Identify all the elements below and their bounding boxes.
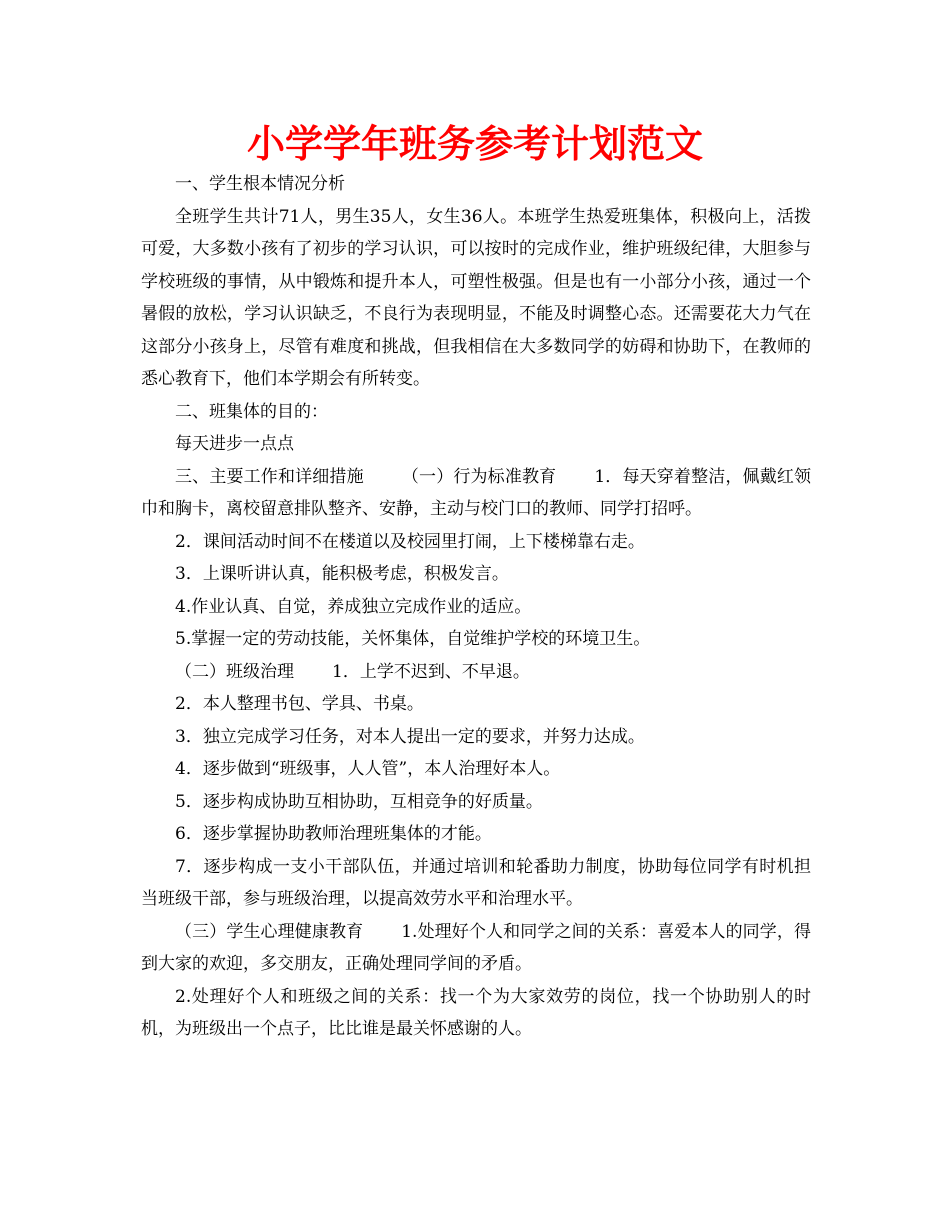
list-item: 3．独立完成学习任务，对本人提出一定的要求，并努力达成。 — [175, 726, 645, 747]
paragraph-situation: 全班学生共计71人，男生35人，女生36人。本班学生热爱班集体，积极向上，活拨可爱，大多数小孩有了初步的学习认识，可以按时的完成作业，维护班级纪律，大胆参与学校班级的事情，从中锻炼和提升本人，可塑性极强。但是也有一小部分小孩，通过一个暑假的放松，学习认识缺乏，不良行为表现明显，不能及时调整心态。还需要花大力气在这部分小孩身上，尽管有难度和挑战，但我相信在大多数同学的妨碍和协助下，在教师的悉心教育下，他们本学期会有所转变。 — [141, 206, 811, 389]
list-item: 3．上课听讲认真，能积极考虑，积极发言。 — [175, 564, 509, 584]
list-item: 1．每天穿着整洁，佩戴红领巾和胸卡，离校留意排队整齐、安静，主动与校门口的教师、同学打招呼。 — [141, 466, 812, 519]
list-item: 6．逐步掌握协助教师治理班集体的才能。 — [175, 824, 492, 844]
paragraph-goal: 每天进步一点点 — [175, 434, 294, 454]
paragraph-section-3 — [141, 461, 811, 526]
document-body — [141, 168, 811, 1046]
paragraph-subsection-3 — [141, 916, 811, 981]
subsection-heading-2: （二）班级治理 — [175, 661, 294, 682]
section-heading-2: 二、班集体的目的： — [175, 401, 328, 422]
section-heading-1: 一、学生根本情况分析 — [175, 174, 345, 194]
subsection-heading-1: （一）行为标准教育 — [401, 466, 557, 487]
section-heading-3: 三、主要工作和详细措施 — [175, 466, 364, 487]
list-item: 7．逐步构成一支小干部队伍，并通过培训和轮番助力制度，协助每位同学有时机担当班级干部，参与班级治理，以提高效劳水平和治理水平。 — [141, 856, 811, 909]
list-item: 1.处理好个人和同学之间的关系：喜爱本人的同学，得到大家的欢迎，多交朋友，正确处理同学间的矛盾。 — [141, 921, 812, 974]
list-item: 1．上学不迟到、不早退。 — [332, 661, 530, 682]
list-item: 2．本人整理书包、学具、书桌。 — [175, 694, 424, 714]
list-item: 2.处理好个人和班级之间的关系：找一个为大家效劳的岗位，找一个协助别人的时机，为班级出一个点子，比比谁是最关怀感谢的人。 — [141, 986, 811, 1039]
list-item: 5．逐步构成协助互相协助，互相竞争的好质量。 — [175, 791, 543, 812]
subsection-heading-3: （三）学生心理健康教育 — [175, 921, 364, 942]
list-item: 4．逐步做到“班级事，人人管”，本人治理好本人。 — [175, 759, 561, 779]
list-item: 2．课间活动时间不在楼道以及校园里打闹，上下楼梯靠右走。 — [175, 531, 645, 552]
paragraph-subsection-2 — [141, 656, 811, 689]
list-item: 5.掌握一定的劳动技能，关怀集体，自觉维护学校的环境卫生。 — [175, 629, 651, 649]
document-title: 小学学年班务参考计划范文 — [246, 122, 703, 166]
list-item: 4.作业认真、自觉，养成独立完成作业的适应。 — [175, 596, 532, 617]
